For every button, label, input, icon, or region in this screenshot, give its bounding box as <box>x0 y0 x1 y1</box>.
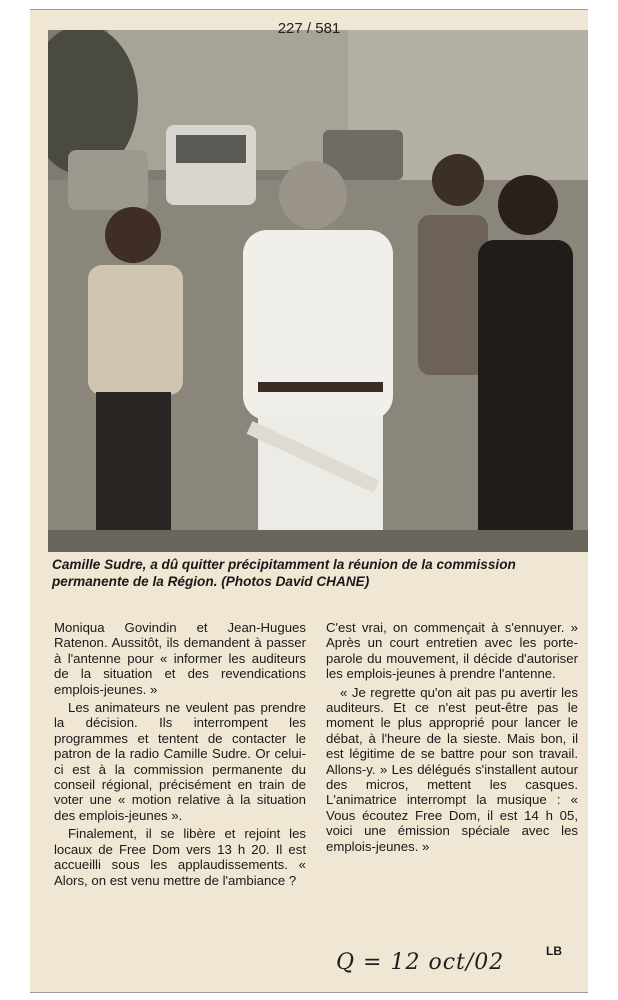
page-counter: 227 / 581 <box>277 20 341 37</box>
article-column-1 <box>54 620 306 891</box>
paragraph: Finalement, il se libère et rejoint les locaux de Free Dom vers 13 h 20. Il est accueilli sous les applaudissements. « Alors, on est venu mettre de l'ambiance ? <box>54 826 306 888</box>
paragraph: « Je regrette qu'on ait pas pu avertir les auditeurs. Et ce n'est peut-être pas le moment le plus approprié pour lancer le débat, à l'heure de la sieste. Mais bon, il est légitime de se battre pour son travail. Allons-y. » Les délégués s'installent autour des micros, mettent les casques. L'animatrice interrompt la musique : « Vous écoutez Free Dom, il est 14 h 05, voici une émission spéciale avec les emplois-jeunes. » <box>326 684 578 854</box>
paragraph: Moniqua Govindin et Jean-Hugues Ratenon. Aussitôt, ils demandent à passer à l'antenne pour « informer les auditeurs de la situation et des revendications emplois-jeunes. » <box>54 620 306 697</box>
handwritten-date: Q = 12 oct/02 <box>336 950 505 975</box>
author-initials: LB <box>546 944 562 958</box>
bottom-rule <box>30 992 588 993</box>
paragraph: Les animateurs ne veulent pas prendre la décision. Ils interrompent les programmes et tentent de contacter le patron de la radio Camille Sudre. Or celui-ci est à la commission permanente du conseil régional, précisément en train de voter une « motion relative à la situation des emplois-jeunes ». <box>54 700 306 823</box>
photo-caption: Camille Sudre, a dû quitter précipitamment la réunion de la commission permanente de la Région. (Photos David CHANE) <box>52 557 516 589</box>
paragraph: C'est vrai, on commençait à s'ennuyer. » Après un court entretien avec les porte-parole du mouvement, il décide d'autoriser les emplois-jeunes à prendre l'antenne. <box>326 620 578 682</box>
news-photo <box>48 30 588 552</box>
article-column-2 <box>326 620 578 857</box>
